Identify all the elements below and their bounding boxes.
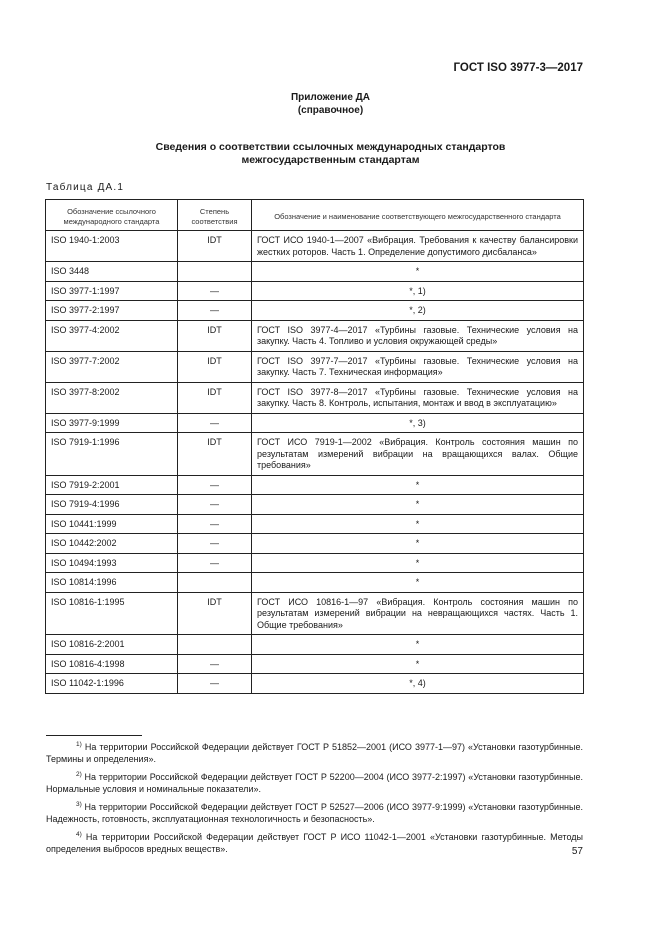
cell-interstate-standard: ГОСТ ИСО 1940-1—2007 «Вибрация. Требования к качеству балансировки жестких роторов. Часть 1. Определение допустимого дисбаланса» [252, 231, 584, 262]
table-row [46, 433, 584, 476]
cell-interstate-standard: ГОСТ ISO 3977-8—2017 «Турбины газовые. Технические условия на закупку. Часть 8. Контроль, испытания, монтаж и ввод в эксплуатацию» [252, 382, 584, 413]
cell-degree: IDT [178, 231, 252, 262]
page-number: 57 [571, 846, 583, 857]
cell-international-standard: ISO 3977-9:1999 [46, 413, 178, 433]
document-code: ГОСТ ISO 3977-3—2017 [453, 62, 583, 74]
annex-heading [0, 91, 661, 117]
footnotes [46, 739, 583, 859]
cell-international-standard: ISO 3977-4:2002 [46, 320, 178, 351]
table-row [46, 635, 584, 655]
cell-degree: IDT [178, 382, 252, 413]
footnote-mark: 4) [76, 831, 82, 838]
table-row [46, 534, 584, 554]
cell-interstate-standard: * [252, 635, 584, 655]
cell-degree [178, 635, 252, 655]
cell-degree: IDT [178, 320, 252, 351]
cell-interstate-standard: *, 2) [252, 301, 584, 321]
table-row [46, 320, 584, 351]
table-row [46, 573, 584, 593]
table-row [46, 475, 584, 495]
table-row [46, 382, 584, 413]
cell-international-standard: ISO 10441:1999 [46, 514, 178, 534]
footnote-mark: 2) [76, 771, 82, 778]
section-title-line1: Сведения о соответствии ссылочных международных стандартов [155, 141, 506, 153]
cell-interstate-standard: * [252, 534, 584, 554]
correspondence-table [45, 199, 584, 694]
footnote-text: На территории Российской Федерации действует ГОСТ Р 52527—2006 (ИСО 3977-9:1999) «Установки газотурбинные. Надежность, готовность, эксплуатационная технологичность и безопасность». [46, 802, 583, 824]
table-row [46, 495, 584, 515]
footnote-text: На территории Российской Федерации действует ГОСТ Р 51852—2001 (ИСО 3977-1—97) «Установки газотурбинные. Термины и определения». [46, 742, 583, 764]
cell-interstate-standard: ГОСТ ISO 3977-7—2017 «Турбины газовые. Технические условия на закупку. Часть 7. Техническая информация» [252, 351, 584, 382]
footnote-separator [46, 735, 142, 736]
cell-international-standard: ISO 1940-1:2003 [46, 231, 178, 262]
cell-interstate-standard: * [252, 495, 584, 515]
section-title [0, 141, 661, 167]
footnote [46, 739, 583, 765]
cell-international-standard: ISO 7919-1:1996 [46, 433, 178, 476]
table-body [46, 231, 584, 694]
cell-international-standard: ISO 3977-8:2002 [46, 382, 178, 413]
cell-degree: — [178, 534, 252, 554]
cell-international-standard: ISO 3977-2:1997 [46, 301, 178, 321]
cell-degree [178, 573, 252, 593]
table-row [46, 654, 584, 674]
cell-degree: — [178, 281, 252, 301]
cell-international-standard: ISO 7919-2:2001 [46, 475, 178, 495]
cell-international-standard: ISO 3448 [46, 262, 178, 282]
footnote [46, 769, 583, 795]
table-row [46, 413, 584, 433]
cell-degree: — [178, 514, 252, 534]
footnote-text: На территории Российской Федерации действует ГОСТ Р ИСО 11042-1—2001 «Установки газотурбинные. Методы определения выбросов вредных веществ». [46, 832, 583, 854]
section-title-line2: межгосударственным стандартам [241, 154, 420, 166]
table-row [46, 281, 584, 301]
cell-degree: — [178, 654, 252, 674]
cell-interstate-standard: ГОСТ ISO 3977-4—2017 «Турбины газовые. Технические условия на закупку. Часть 4. Топливо и условия окружающей среды» [252, 320, 584, 351]
table-row [46, 674, 584, 694]
cell-international-standard: ISO 3977-1:1997 [46, 281, 178, 301]
footnote-mark: 3) [76, 801, 82, 808]
cell-degree: — [178, 413, 252, 433]
cell-international-standard: ISO 10816-2:2001 [46, 635, 178, 655]
table-row [46, 592, 584, 635]
cell-degree: — [178, 553, 252, 573]
cell-interstate-standard: * [252, 654, 584, 674]
footnote [46, 829, 583, 855]
table-row [46, 553, 584, 573]
cell-international-standard: ISO 10494:1993 [46, 553, 178, 573]
cell-degree: IDT [178, 351, 252, 382]
cell-international-standard: ISO 7919-4:1996 [46, 495, 178, 515]
footnote [46, 799, 583, 825]
annex-title: Приложение ДА [290, 92, 371, 103]
cell-international-standard: ISO 10814:1996 [46, 573, 178, 593]
cell-degree: IDT [178, 592, 252, 635]
cell-interstate-standard: *, 1) [252, 281, 584, 301]
footnote-mark: 1) [76, 741, 82, 748]
cell-international-standard: ISO 10816-4:1998 [46, 654, 178, 674]
table-row [46, 351, 584, 382]
cell-interstate-standard: *, 4) [252, 674, 584, 694]
cell-interstate-standard: * [252, 573, 584, 593]
cell-interstate-standard: ГОСТ ИСО 10816-1—97 «Вибрация. Контроль состояния машин по результатам измерений вибрации на невращающихся частях. Часть 1. Общие требования» [252, 592, 584, 635]
cell-international-standard: ISO 10442:2002 [46, 534, 178, 554]
cell-interstate-standard: * [252, 553, 584, 573]
table-row [46, 514, 584, 534]
cell-interstate-standard: ГОСТ ИСО 7919-1—2002 «Вибрация. Контроль состояния машин по результатам измерений вибрации на вращающихся валах. Общие требования» [252, 433, 584, 476]
cell-interstate-standard: *, 3) [252, 413, 584, 433]
cell-interstate-standard: * [252, 262, 584, 282]
column-header-title: Обозначение и наименование соответствующего межгосударственного стандарта [252, 200, 584, 231]
cell-international-standard: ISO 3977-7:2002 [46, 351, 178, 382]
cell-degree: — [178, 674, 252, 694]
table-row [46, 301, 584, 321]
cell-international-standard: ISO 10816-1:1995 [46, 592, 178, 635]
cell-degree: IDT [178, 433, 252, 476]
cell-interstate-standard: * [252, 514, 584, 534]
cell-degree [178, 262, 252, 282]
table-row [46, 262, 584, 282]
table-row [46, 231, 584, 262]
table-label: Таблица ДА.1 [46, 182, 125, 193]
cell-degree: — [178, 475, 252, 495]
cell-degree: — [178, 301, 252, 321]
cell-interstate-standard: * [252, 475, 584, 495]
cell-international-standard: ISO 11042-1:1996 [46, 674, 178, 694]
table-header-row [46, 200, 584, 231]
cell-degree: — [178, 495, 252, 515]
column-header-code: Обозначение ссылочного международного стандарта [46, 200, 178, 231]
column-header-degree: Степень соответствия [178, 200, 252, 231]
footnote-text: На территории Российской Федерации действует ГОСТ Р 52200—2004 (ИСО 3977-2:1997) «Установки газотурбинные. Нормальные условия и номинальные показатели». [46, 772, 583, 794]
annex-subtitle: (справочное) [297, 105, 364, 116]
